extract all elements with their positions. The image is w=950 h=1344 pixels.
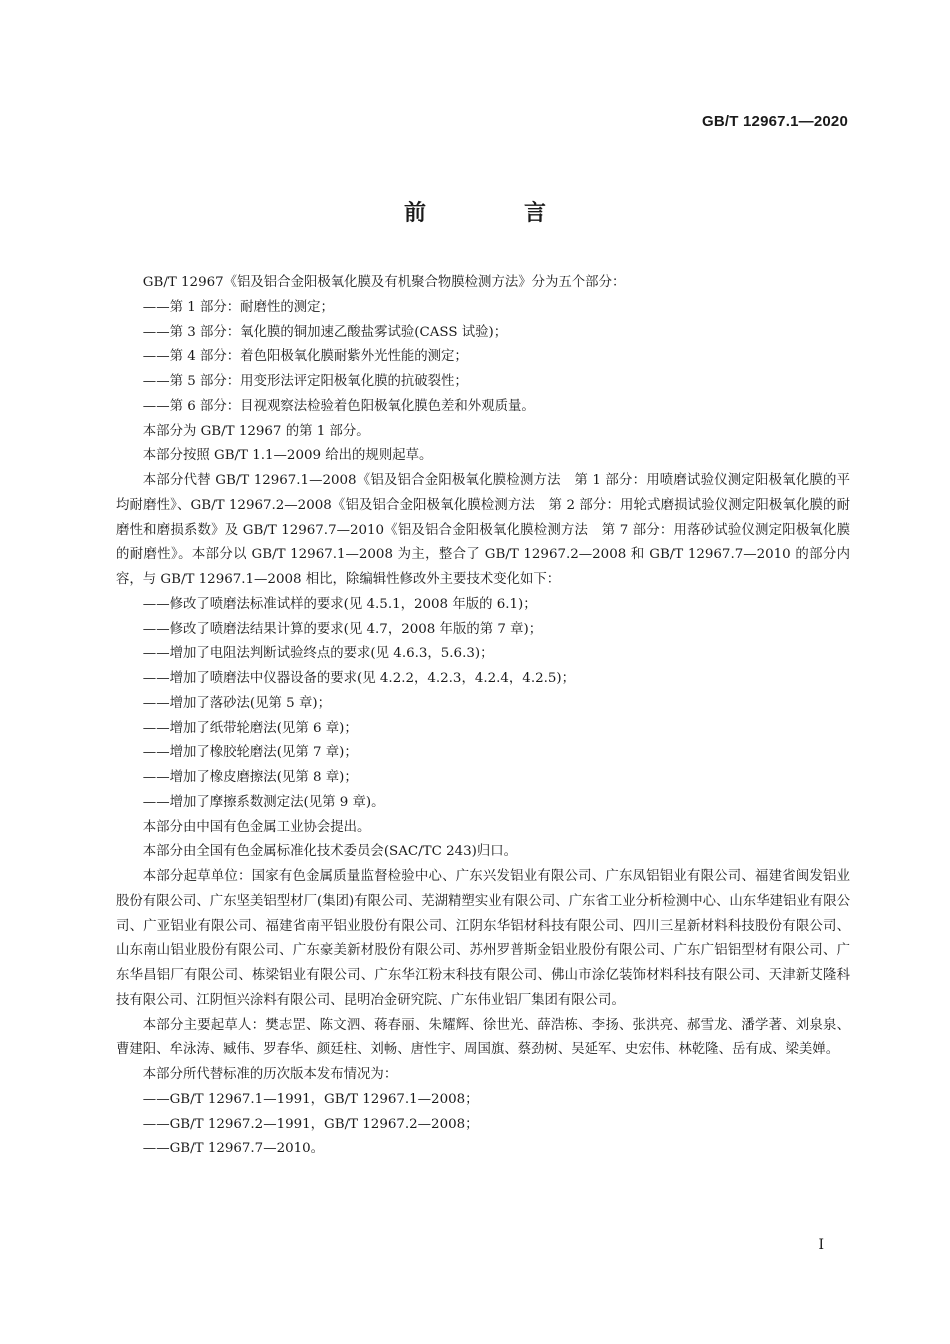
list-item-history: ——GB/T 12967.7—2010。 (142, 1141, 325, 1157)
list-item-part: ——第 6 部分：目视观察法检验着色阳极氧化膜色差和外观质量。 (142, 398, 535, 414)
document-body (116, 271, 850, 1162)
list-item-history: ——GB/T 12967.1—1991，GB/T 12967.1—2008； (142, 1091, 479, 1107)
drafters-paragraph: 本部分主要起草人：樊志罡、陈文泗、蒋春丽、朱耀辉、徐世光、薛浩栋、李扬、张洪亮、郝雪龙、潘学著、刘泉泉、曹建阳、牟泳涛、臧伟、罗春华、颜廷柱、刘畅、唐性宇、周国旗、蔡劲树、吴延军、史宏伟、林乾隆、岳有成、梁美婵。 (116, 1017, 850, 1058)
centralized-paragraph: 本部分由全国有色金属标准化技术委员会(SAC/TC 243)归口。 (142, 844, 518, 860)
list-item-change: ——增加了落砂法(见第 5 章)； (142, 695, 331, 711)
intro-paragraph: GB/T 12967《铝及铝合金阳极氧化膜及有机聚合物膜检测方法》分为五个部分： (142, 275, 626, 290)
list-item-change: ——修改了喷磨法结果计算的要求(见 4.7，2008 年版的第 7 章)； (142, 621, 543, 637)
list-item-part: ——第 4 部分：着色阳极氧化膜耐紫外光性能的测定； (142, 349, 468, 365)
standard-number: GB/T 12967.1—2020 (702, 113, 848, 130)
list-item-change: ——增加了橡胶轮磨法(见第 7 章)； (142, 745, 358, 761)
list-item-change: ——增加了喷磨法中仪器设备的要求(见 4.2.2，4.2.3，4.2.4，4.2.5)； (142, 671, 575, 686)
list-item-change: ——修改了喷磨法标准试样的要求(见 4.5.1，2008 年版的 6.1)； (142, 596, 537, 612)
rules-paragraph: 本部分按照 GB/T 1.1—2009 给出的规则起草。 (142, 448, 433, 464)
list-item-part: ——第 1 部分：耐磨性的测定； (142, 299, 334, 315)
list-item-part: ——第 3 部分：氧化膜的铜加速乙酸盐雾试验(CASS 试验)； (142, 324, 508, 340)
proposed-paragraph: 本部分由中国有色金属工业协会提出。 (142, 819, 371, 835)
part-paragraph: 本部分为 GB/T 12967 的第 1 部分。 (142, 423, 370, 439)
list-item-change: ——增加了橡皮磨擦法(见第 8 章)； (142, 770, 358, 785)
list-item-change: ——增加了摩擦系数测定法(见第 9 章)。 (142, 794, 385, 810)
history-paragraph: 本部分所代替标准的历次版本发布情况为： (142, 1067, 398, 1082)
list-item-change: ——增加了电阻法判断试验终点的要求(见 4.6.3，5.6.3)； (142, 646, 494, 662)
replace-paragraph: 本部分代替 GB/T 12967.1—2008《铝及铝合金阳极氧化膜检测方法 第 1 部分：用喷磨试验仪测定阳极氧化膜的平均耐磨性》、GB/T 12967.2—2008《铝及铝合金阳极氧化膜检测方法 第 2 部分：用轮式磨损试验仪测定阳极氧化膜的耐磨性和磨损系数》及 GB/T 12967.7—2010《铝及铝合金阳极氧化膜检测方法 第 7 部分：用落砂试验仪测定阳极氧化膜的耐磨性》。本部分以 GB/T 12967.1—2008 为主，整合了 GB/T 12967.2—2008 和 GB/T 12967.7—2010 的部分内容，与 GB/T 12967.1—2008 相比，除编辑性修改外主要技术变化如下： (116, 473, 850, 587)
list-item-part: ——第 5 部分：用变形法评定阳极氧化膜的抗破裂性； (142, 374, 468, 389)
list-item-change: ——增加了纸带轮磨法(见第 6 章)； (142, 720, 358, 736)
drafting-units-paragraph: 本部分起草单位：国家有色金属质量监督检验中心、广东兴发铝业有限公司、广东凤铝铝业有限公司、福建省闽发铝业股份有限公司、广东坚美铝型材厂(集团)有限公司、芜湖精塑实业有限公司、广东省工业分析检测中心、山东华建铝业有限公司、广亚铝业有限公司、福建省南平铝业股份有限公司、江阴东华铝材科技有限公司、四川三星新材料科技股份有限公司、山东南山铝业股份有限公司、广东豪美新材股份有限公司、苏州罗普斯金铝业股份有限公司、广东广铝铝型材有限公司、广东华昌铝厂有限公司、栋梁铝业有限公司、广东华江粉末科技有限公司、佛山市涂亿装饰材料科技有限公司、天津新艾隆科技有限公司、江阴恒兴涂料有限公司、昆明冶金研究院、广东伟业铝厂集团有限公司。 (116, 869, 850, 1008)
page-number: I (818, 1237, 824, 1253)
page-title: 前 言 (403, 201, 584, 226)
list-item-history: ——GB/T 12967.2—1991，GB/T 12967.2—2008； (142, 1116, 479, 1132)
